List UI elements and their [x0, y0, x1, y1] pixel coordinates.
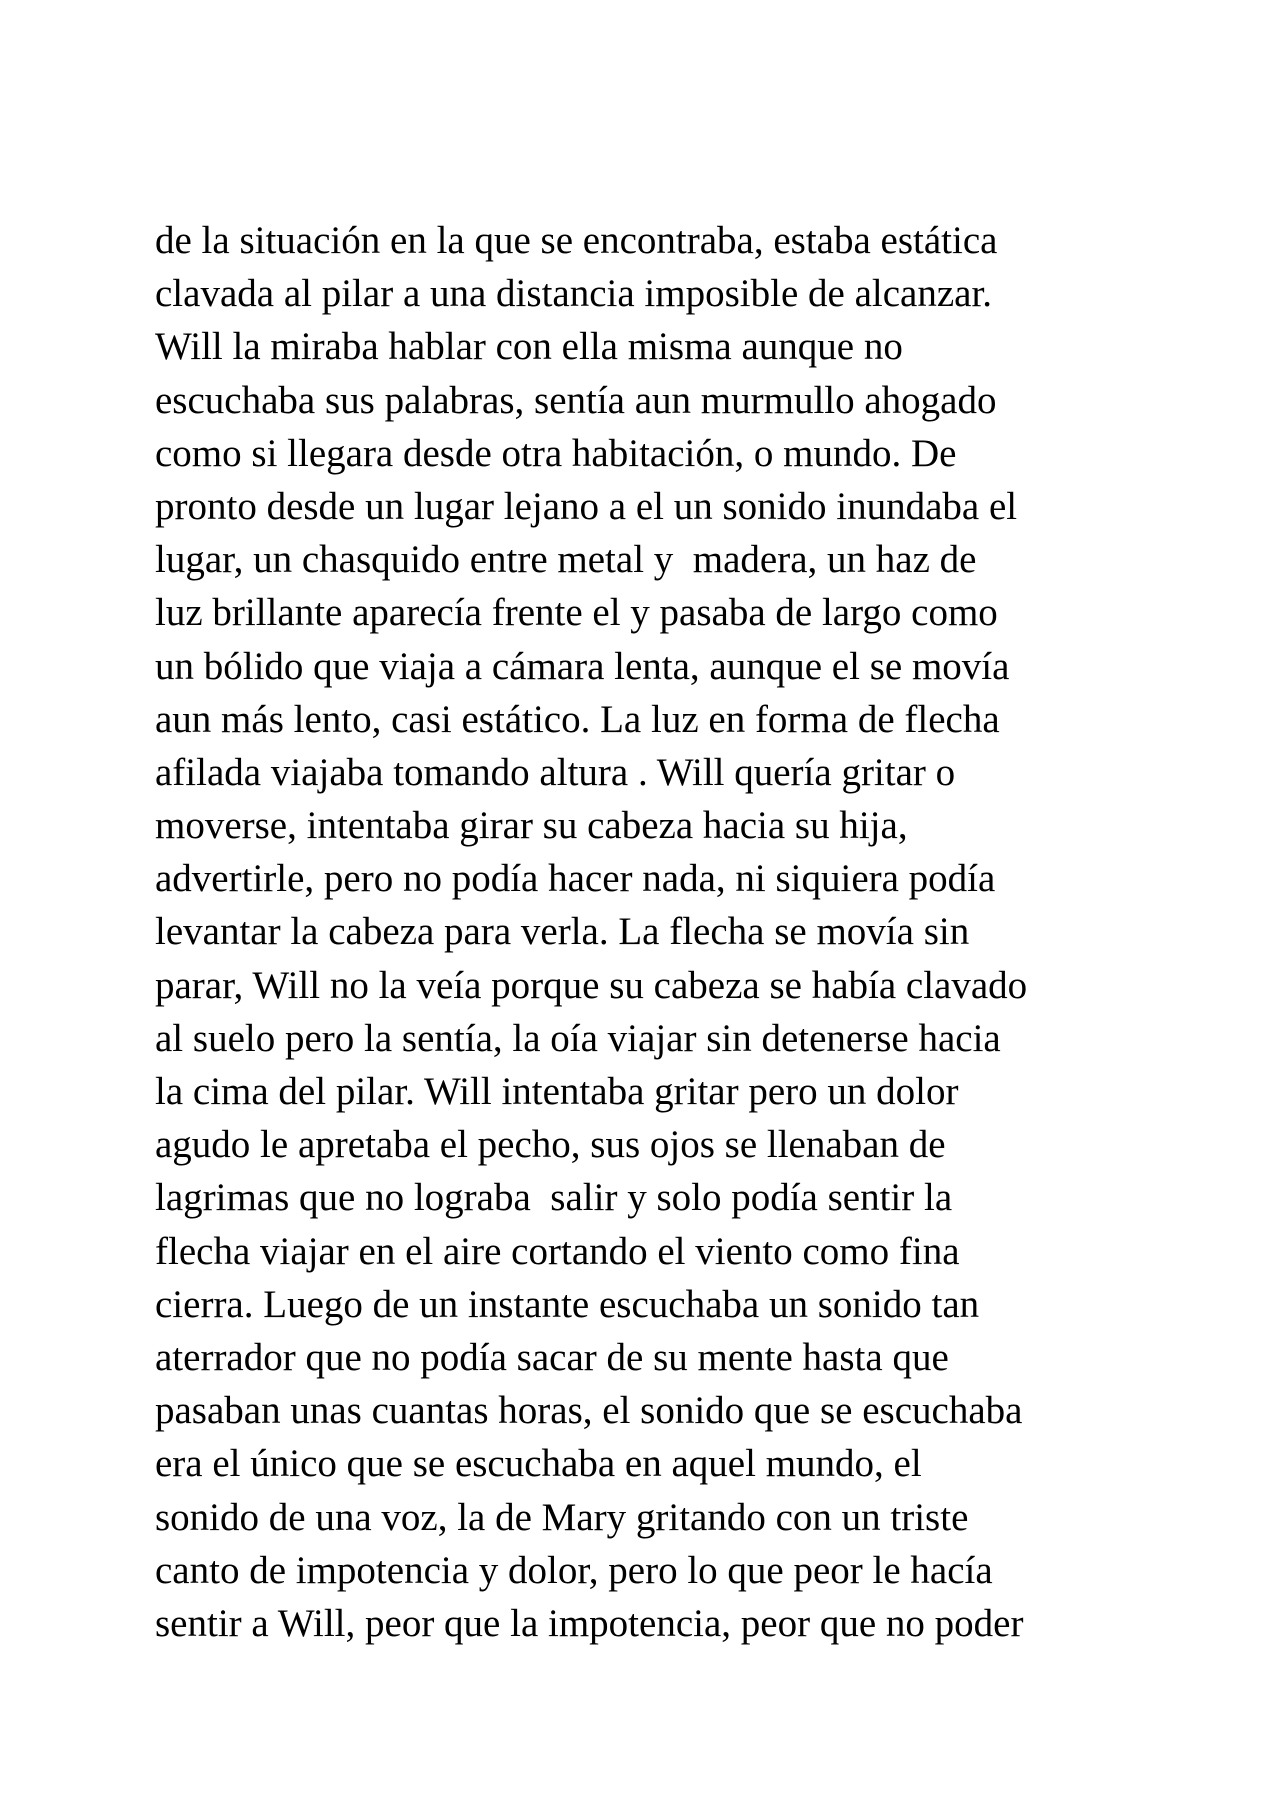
text-line: aterrador que no podía sacar de su mente hasta que: [155, 1335, 949, 1379]
text-line: luz brillante aparecía frente el y pasaba de largo como: [155, 591, 998, 635]
text-line: como si llegara desde otra habitación, o mundo. De: [155, 431, 957, 475]
text-line: afilada viajaba tomando altura . Will quería gritar o: [155, 750, 956, 794]
text-line: lagrimas que no lograba salir y solo podía sentir la: [155, 1176, 953, 1220]
text-line: pronto desde un lugar lejano a el un sonido inundaba el: [155, 484, 1018, 528]
text-line: advertirle, pero no podía hacer nada, ni siquiera podía: [155, 857, 996, 901]
text-line: Will la miraba hablar con ella misma aunque no: [155, 325, 903, 369]
text-line: sentir a Will, peor que la impotencia, peor que no poder: [155, 1601, 1024, 1645]
text-line: escuchaba sus palabras, sentía aun murmullo ahogado: [155, 378, 997, 422]
text-line: canto de impotencia y dolor, pero lo que peor le hacía: [155, 1548, 993, 1592]
text-line: un bólido que viaja a cámara lenta, aunque el se movía: [155, 644, 1010, 688]
text-line: pasaban unas cuantas horas, el sonido que se escuchaba: [155, 1389, 1023, 1433]
text-line: de la situación en la que se encontraba, estaba estática: [155, 219, 998, 262]
text-line: aun más lento, casi estático. La luz en forma de flecha: [155, 697, 1000, 741]
text-line: moverse, intentaba girar su cabeza hacia su hija,: [155, 804, 908, 848]
text-line: la cima del pilar. Will intentaba gritar pero un dolor: [155, 1070, 959, 1113]
text-line: sonido de una voz, la de Mary gritando con un triste: [155, 1495, 969, 1539]
text-line: era el único que se escuchaba en aquel mundo, el: [155, 1442, 922, 1486]
text-line: clavada al pilar a una distancia imposible de alcanzar.: [155, 272, 993, 316]
text-line: agudo le apretaba el pecho, sus ojos se llenaban de: [155, 1123, 946, 1167]
text-line: al suelo pero la sentía, la oía viajar sin detenerse hacia: [155, 1016, 1001, 1060]
text-line: levantar la cabeza para verla. La flecha se movía sin: [155, 910, 970, 954]
text-line: lugar, un chasquido entre metal y madera, un haz de: [155, 538, 977, 582]
body-text: [155, 214, 1155, 1650]
text-line: parar, Will no la veía porque su cabeza se había clavado: [155, 963, 1028, 1007]
text-line: flecha viajar en el aire cortando el viento como fina: [155, 1229, 960, 1273]
text-line: cierra. Luego de un instante escuchaba un sonido tan: [155, 1282, 980, 1326]
